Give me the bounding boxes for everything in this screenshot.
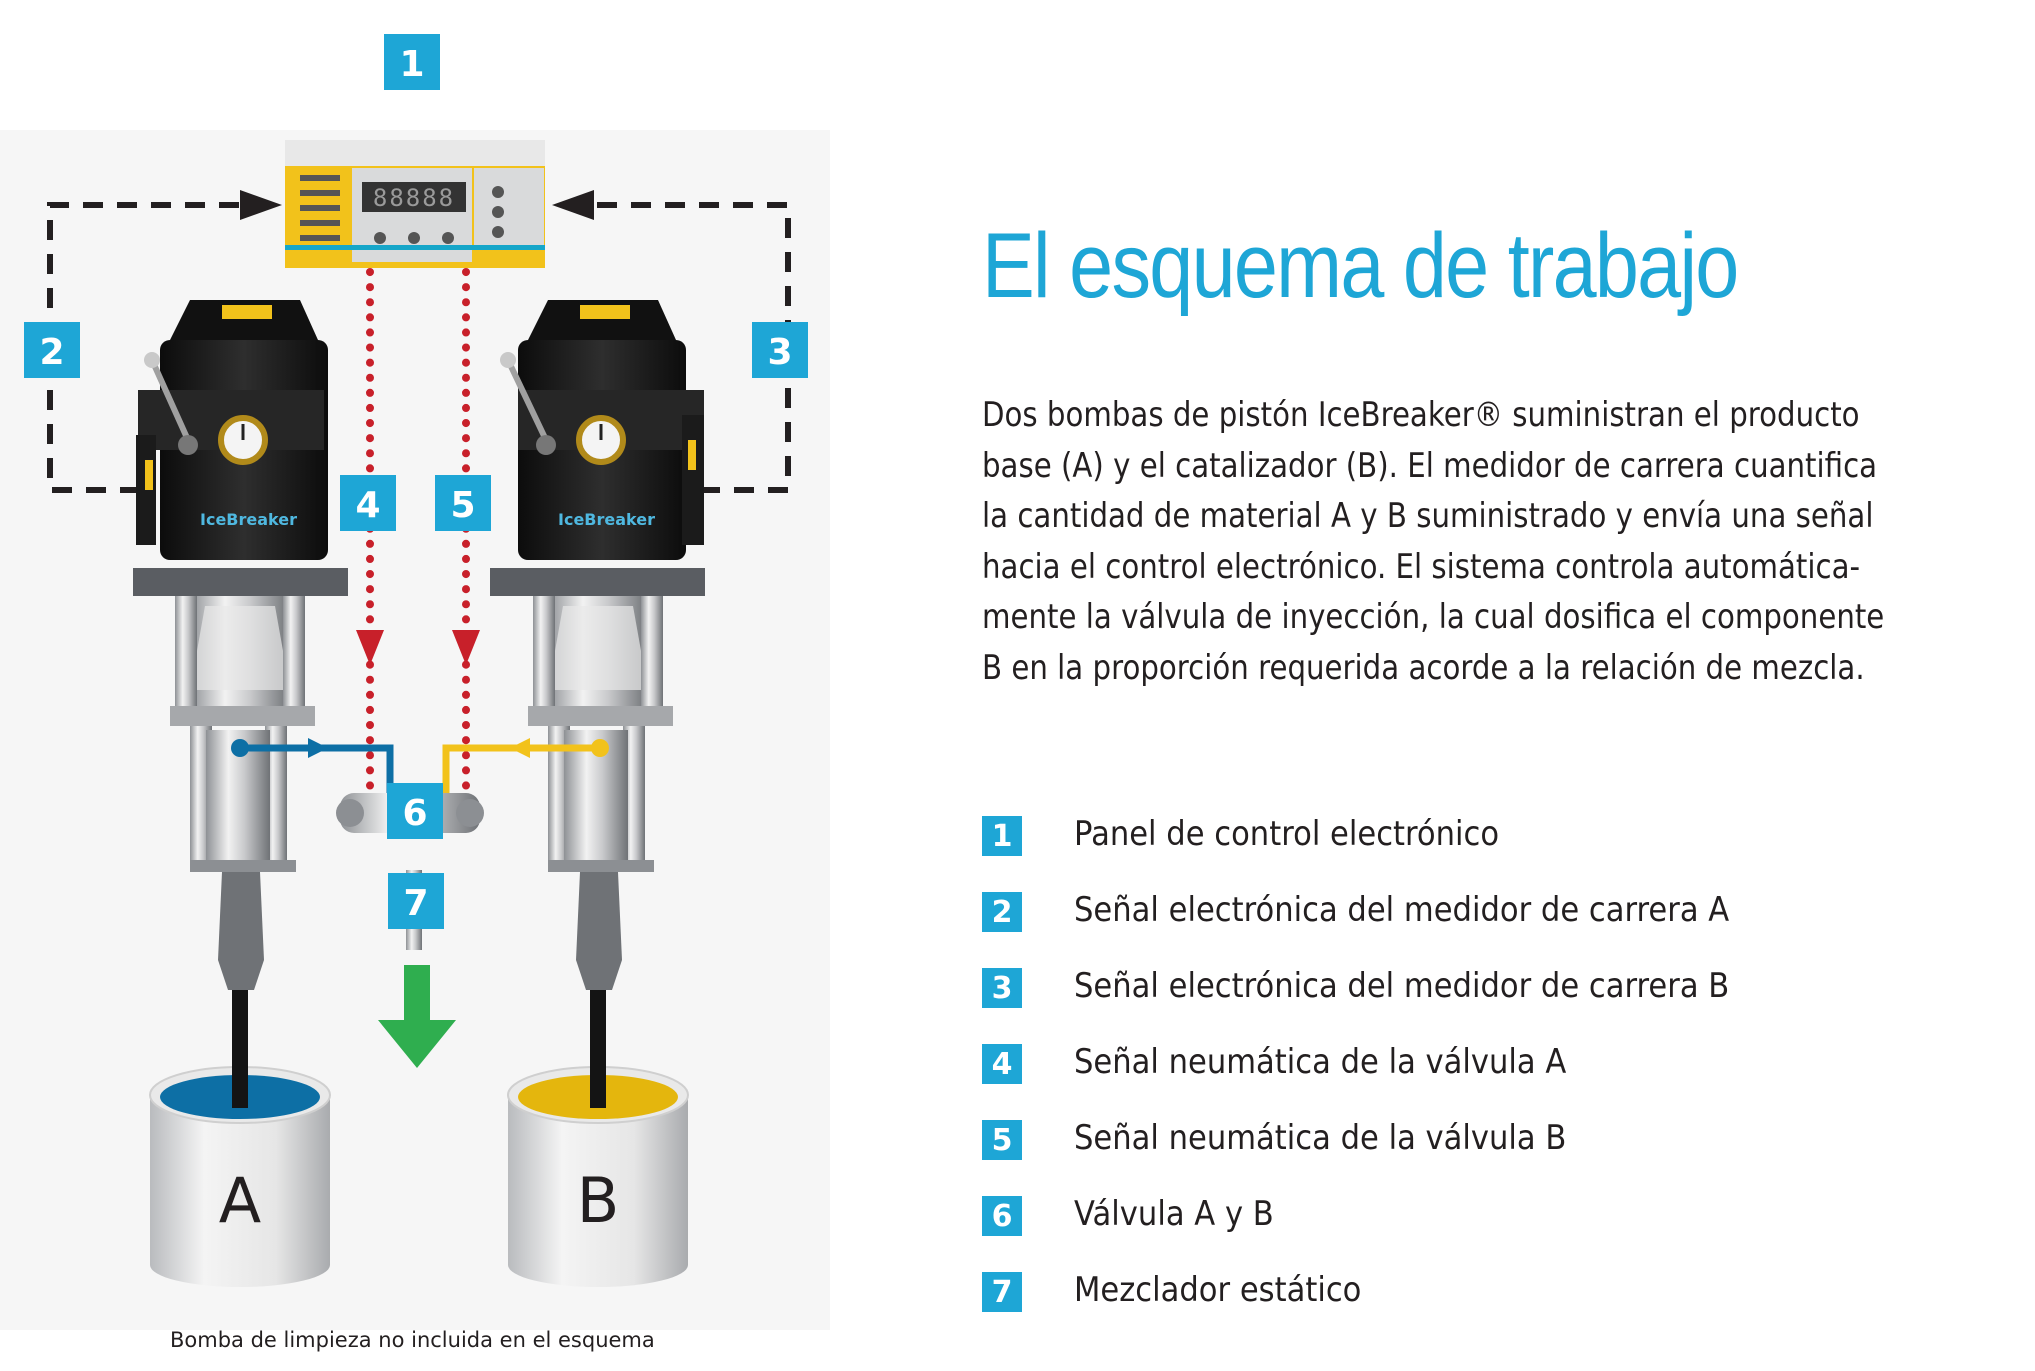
legend-label: Panel de control electrónico	[1074, 814, 1500, 854]
legend-label: Señal electrónica del medidor de carrera B	[1074, 966, 1730, 1006]
svg-text:4: 4	[355, 485, 381, 526]
svg-text:2: 2	[39, 332, 65, 373]
legend-label: Mezclador estático	[1074, 1270, 1362, 1310]
svg-text:7: 7	[403, 883, 429, 924]
legend-number: 3	[982, 968, 1022, 1008]
legend-number: 2	[982, 892, 1022, 932]
tank-a	[150, 1060, 330, 1287]
diagram-background	[0, 130, 830, 1330]
callout-7	[388, 873, 444, 929]
legend-label: Señal neumática de la válvula B	[1074, 1118, 1567, 1158]
legend-number: 7	[982, 1272, 1022, 1312]
legend-number: 4	[982, 1044, 1022, 1084]
tank-a-label: A	[218, 1164, 262, 1237]
svg-text:1: 1	[399, 44, 425, 85]
svg-text:IceBreaker: IceBreaker	[558, 510, 655, 529]
legend-label: Señal electrónica del medidor de carrera A	[1074, 890, 1730, 930]
callout-5	[435, 475, 491, 531]
tank-b	[508, 1060, 688, 1287]
callout-4	[340, 475, 396, 531]
callout-6	[387, 783, 443, 839]
legend-label: Señal neumática de la válvula A	[1074, 1042, 1567, 1082]
description-paragraph: Dos bombas de pistón IceBreaker® suministran el producto base (A) y el catalizador (B). El medidor de carrera cuantifica la cantidad de material A y B suministrado y envía una señal hacia el control electrónico. El sistema controla automática- mente la válvula de inyección, la cual dosifica el componente B en la proporción requerida acorde a la relación de mezcla.	[982, 395, 1885, 688]
tank-b-label: B	[576, 1164, 620, 1237]
svg-text:3: 3	[767, 332, 793, 373]
panel-display-text: 88888	[372, 184, 456, 212]
svg-text:5: 5	[450, 485, 476, 526]
svg-text:6: 6	[402, 793, 428, 834]
legend-number: 6	[982, 1196, 1022, 1236]
legend-number: 5	[982, 1120, 1022, 1160]
callout-3	[752, 322, 808, 378]
legend-label: Válvula A y B	[1074, 1194, 1274, 1234]
control-panel	[285, 140, 545, 268]
diagram-caption: Bomba de limpieza no incluida en el esquema	[170, 1328, 655, 1352]
svg-text:IceBreaker: IceBreaker	[200, 510, 297, 529]
page-title: El esquema de trabajo	[982, 215, 1738, 317]
callout-1	[384, 34, 440, 90]
callout-2	[24, 322, 80, 378]
legend-number: 1	[982, 816, 1022, 856]
working-scheme-diagram	[0, 0, 840, 1371]
